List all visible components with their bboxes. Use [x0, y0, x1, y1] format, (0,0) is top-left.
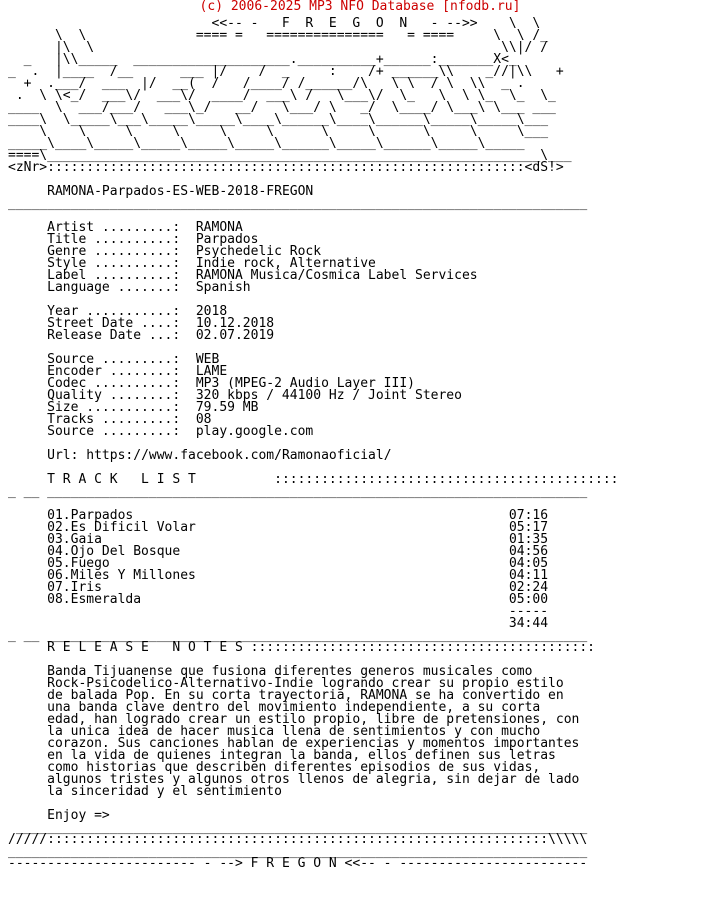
size-value: 79.59 MB [195, 400, 259, 415]
release-notes-line: Rock-Psicodelico-Alternativo-Indie logrando crear su propio estilo [47, 676, 564, 691]
track-time: 04:05 [508, 556, 549, 571]
release-name: RAMONA-Parpados-ES-WEB-2018-FREGON [47, 184, 314, 199]
release-notes-line: corazon. Sus canciones hablan de experiencias y momentos importantes [47, 736, 580, 751]
track-time: 05:17 [508, 520, 549, 535]
tracks-value: 08 [195, 412, 212, 427]
encoder-value: LAME [195, 364, 228, 379]
year-value: 2018 [195, 304, 228, 319]
street-date-value: 10.12.2018 [195, 316, 275, 331]
enjoy-text: Enjoy => [47, 808, 110, 823]
track-title: 06.Miles Y Millones [47, 568, 196, 583]
language-value: Spanish [195, 280, 251, 295]
release-notes-line: Banda Tijuanense que fusiona diferentes generos musicales como [47, 664, 533, 679]
track-title: 03.Gaia [47, 532, 102, 547]
release-notes-line: edad, han logrado crear un estilo propio, libre de pretensiones, con [47, 712, 580, 727]
source-value: WEB [195, 352, 220, 367]
release-notes-line: en la vida de quienes integran la banda, ellos definen sus letras [47, 748, 556, 763]
title-value: Parpados [195, 232, 259, 247]
release-notes-heading: R E L E A S E N O T E S [47, 640, 243, 655]
track-time: 04:11 [508, 568, 549, 583]
genre-value: Psychedelic Rock [195, 244, 322, 259]
track-title: 08.Esmeralda [47, 592, 142, 607]
tracklist-heading: T R A C K L I S T [47, 472, 196, 487]
quality-value: 320 kbps / 44100 Hz / Joint Stereo [195, 388, 462, 403]
track-time: 04:56 [508, 544, 549, 559]
track-time: 02:24 [508, 580, 549, 595]
release-date-value: 02.07.2019 [195, 328, 275, 343]
release-notes-line: la unica idea de hacer musica llena de sentimientos y con mucho [47, 724, 541, 739]
track-title: 05.Fuego [47, 556, 110, 571]
source-site-value: play.google.com [195, 424, 314, 439]
label-value: RAMONA Musica/Cosmica Label Services [195, 268, 478, 283]
track-title: 04.Ojo Del Bosque [47, 544, 181, 559]
release-notes-line: de balada Pop. En su corta trayectoria, RAMONA se ha convertido en [47, 688, 564, 703]
codec-value: MP3 (MPEG-2 Audio Layer III) [195, 376, 415, 391]
release-notes-line: como historias que describen diferentes episodios de sus vidas, [47, 760, 541, 775]
total-time: 34:44 [508, 616, 549, 631]
nfo-text: <<-- - F R E G O N - -->> \ \ \ \ ==== = =============== = ==== \ \ /_ |\ \ \\|/ / _ |\\_____ ____________________.__________+______:_______X<_ _ . |____ /__ ___ |/ / _ : /+ ______\\ _//|\\ + + .___/ ___ |/ __( / /____/ /______/\ \ \ / \ \\ _ . . \ \<_/ ___\/ ___\/ ____/ ___\ / \___\/ \_ \ \ \_ \_ \_ ____ \ ___/___/ ___\_/ __/ \___/ \ _/ \____/ \___\ \___ ___ ____\ \_____\___\_____\_____\____\______\____\______\_____\_____\___ \ \ \ \ \ \ \ \ \ \ \___ _____\____\_____\_____\_____\_____\______\_____\______\_____\_____ ====\_______________________________________________________________\___ <zNr>:::::::::::::::::::::::::::::::::::::::::::::::::::::::::::::<dS!> RAMONA-Parpados-ES-WEB-2018-FREGON __________________________________________________________________________ Artist .........: RAMONA Title ..........: Parpados Genre ..........: Psychedelic Rock Style ..........: Indie rock, Alternative Label ..........: RAMONA Musica/Cosmica Label Services Language .......: Spanish Year ...........: 2018 Street Date ....: 10.12.2018 Release Date ...: 02.07.2019 Source .........: WEB Encoder ........: LAME Codec ..........: MP3 (MPEG-2 Audio Layer III) Quality ........: 320 kbps / 44100 Hz / Joint Stereo Size ...........: 79.59 MB Tracks .........: 08 Source .........: play.google.com Url: https://www.facebook.com/Ramonaoficial/ T R A C K L I S T :::::::::::::::::::::::::::::::::::::::::::: _ __ _____________________________________________________________________ 01.Parpados 07:16 02.Es Dificil Volar 05:17 03.Gaia 01:35 04.Ojo Del Bosque 04:56 05.Fuego 04:05 06.Miles Y Millones 04:11 07.Iris 02:24 08.Esmeralda 05:00 ----- 34:44 _ __ _____________________________________________________________________ R E L E A S E N O T E S :::::::::::::::::::::::::::::::::::::::::::: Banda Tijuanense que fusiona diferentes generos musicales como Rock-Psicodelico-Alternativo-Indie logrando crear su propio estilo de balada Pop. En su corta trayectoria, RAMONA se ha convertido en una banda clave dentro del movimiento independiente, a su corta edad, han logrado crear un estilo propio, libre de pretensiones, con la unica idea de hacer musica llena de sentimientos y con mucho corazon. Sus canciones hablan de experiencias y momentos importantes en la vida de quienes integran la banda, ellos definen sus letras como historias que describen diferentes episodios de sus vidas, algunos tristes y algunos otros llenos de alegria, sin dejar de lado la sinceridad y el sentimiento Enjoy => _________________________________________________________________________ /////::::::::::::::::::::::::::::::::::::::::::::::::::::::::::::::::\\\\\ __________________________________________________________________________ ------------------------ - --> F R E G O N <<-- - ------------------------ [8, 16, 619, 871]
release-notes-line: una banda clave dentro del movimiento independiente, a su corta [47, 700, 541, 715]
track-title: 02.Es Dificil Volar [47, 520, 196, 535]
nfodb-copyright-header: (c) 2006-2025 MP3 NFO Database [nfodb.ru] [199, 0, 521, 14]
track-time: 05:00 [508, 592, 549, 607]
release-notes-line: la sinceridad y el sentimiento [47, 784, 282, 799]
facebook-url[interactable]: https://www.facebook.com/Ramonaoficial/ [86, 448, 392, 463]
artist-value: RAMONA [195, 220, 243, 235]
style-value: Indie rock, Alternative [195, 256, 376, 271]
release-notes-line: algunos tristes y algunos otros llenos de alegria, sin dejar de lado [47, 772, 580, 787]
footer-group: - --> F R E G O N <<-- - [203, 856, 392, 871]
track-time: 01:35 [508, 532, 549, 547]
track-title: 01.Parpados [47, 508, 134, 523]
track-time: 07:16 [508, 508, 549, 523]
track-title: 07.Iris [47, 580, 102, 595]
